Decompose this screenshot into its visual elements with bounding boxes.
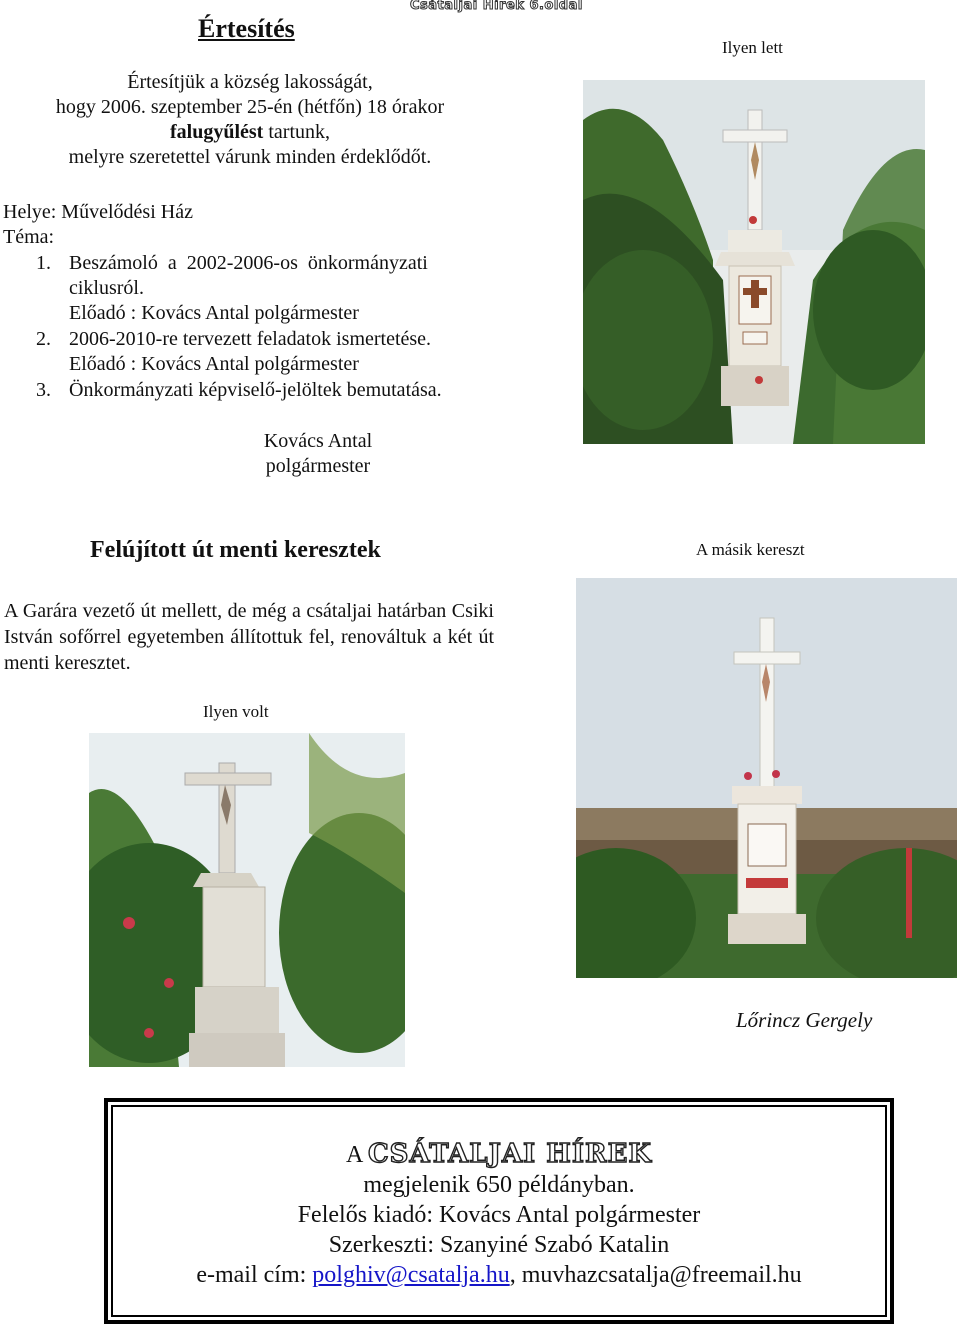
notice-intro (0, 70, 500, 170)
agenda-speaker: Előadó : Kovács Antal polgármester (69, 353, 359, 375)
notice-title: Értesítés (198, 14, 295, 43)
notice-topic-label: Téma: (3, 226, 55, 248)
notice-line: hogy 2006. szeptember 25-én (hétfőn) 18 órakor (55, 96, 445, 118)
notice-line-tail: tartunk, (268, 121, 330, 143)
agenda-item-text: ciklusról. (69, 277, 144, 299)
notice-place: Helye: Művelődési Ház (3, 201, 193, 223)
agenda-num: 1. (36, 252, 51, 274)
signer-role: polgármester (265, 455, 371, 477)
photo-restored-cross (583, 80, 925, 444)
notice-signature (168, 429, 468, 479)
imprint-line: megjelenik 650 példányban. (363, 1172, 635, 1198)
photo-other-cross (576, 578, 957, 978)
notice-bold-word: falugyűlést (170, 121, 264, 143)
email-label: e-mail cím: (196, 1262, 307, 1288)
article-title: Felújított út menti keresztek (90, 537, 381, 563)
agenda-num: 2. (36, 328, 51, 350)
imprint-line: Szerkeszti: Szanyiné Szabó Katalin (328, 1232, 670, 1258)
imprint-prefix: A (345, 1142, 362, 1168)
email-separator: , (509, 1262, 516, 1288)
email-link-polghiv[interactable]: polghiv@csatalja.hu (312, 1262, 510, 1288)
notice-line: Értesítjük a község lakosságát, (127, 71, 373, 93)
imprint-box (104, 1098, 894, 1324)
email-link-muvhaz[interactable]: muvhazcsatalja@freemail.hu (521, 1262, 802, 1288)
article-body: A Garára vezető út mellett, de még a csátaljai határban Csiki István sofőrrel egyetemben állítottuk fel, renováltuk a két út menti keresztet. (4, 600, 494, 674)
photo-caption-after: Ilyen lett (722, 38, 783, 57)
agenda-item-text: Beszámoló a 2002-2006-os önkormányzati (69, 252, 428, 274)
notice-line (0, 120, 500, 145)
article-author: Lőrincz Gergely (736, 1008, 873, 1032)
imprint-line: Felelős kiadó: Kovács Antal polgármester (297, 1202, 701, 1228)
agenda-num: 3. (36, 379, 51, 401)
agenda-speaker: Előadó : Kovács Antal polgármester (69, 302, 359, 324)
photo-old-cross (89, 733, 405, 1067)
agenda-item-text: 2006-2010-re tervezett feladatok ismertetése. (69, 328, 432, 350)
photo-caption-other: A másik kereszt (696, 540, 805, 559)
imprint-email-line (113, 1260, 885, 1290)
photo-caption-before: Ilyen volt (203, 702, 269, 721)
signer-name: Kovács Antal (263, 430, 373, 452)
notice-line: melyre szeretettel várunk minden érdeklődőt. (68, 146, 432, 168)
imprint-inner (111, 1105, 887, 1317)
imprint-heading (113, 1139, 885, 1170)
running-head: Csátaljai Hírek 6.oldal (410, 0, 583, 13)
agenda-item-text: Önkormányzati képviselő-jelöltek bemutatása. (69, 379, 442, 401)
imprint-brand: CSÁTALJAI HÍREK (367, 1139, 653, 1169)
